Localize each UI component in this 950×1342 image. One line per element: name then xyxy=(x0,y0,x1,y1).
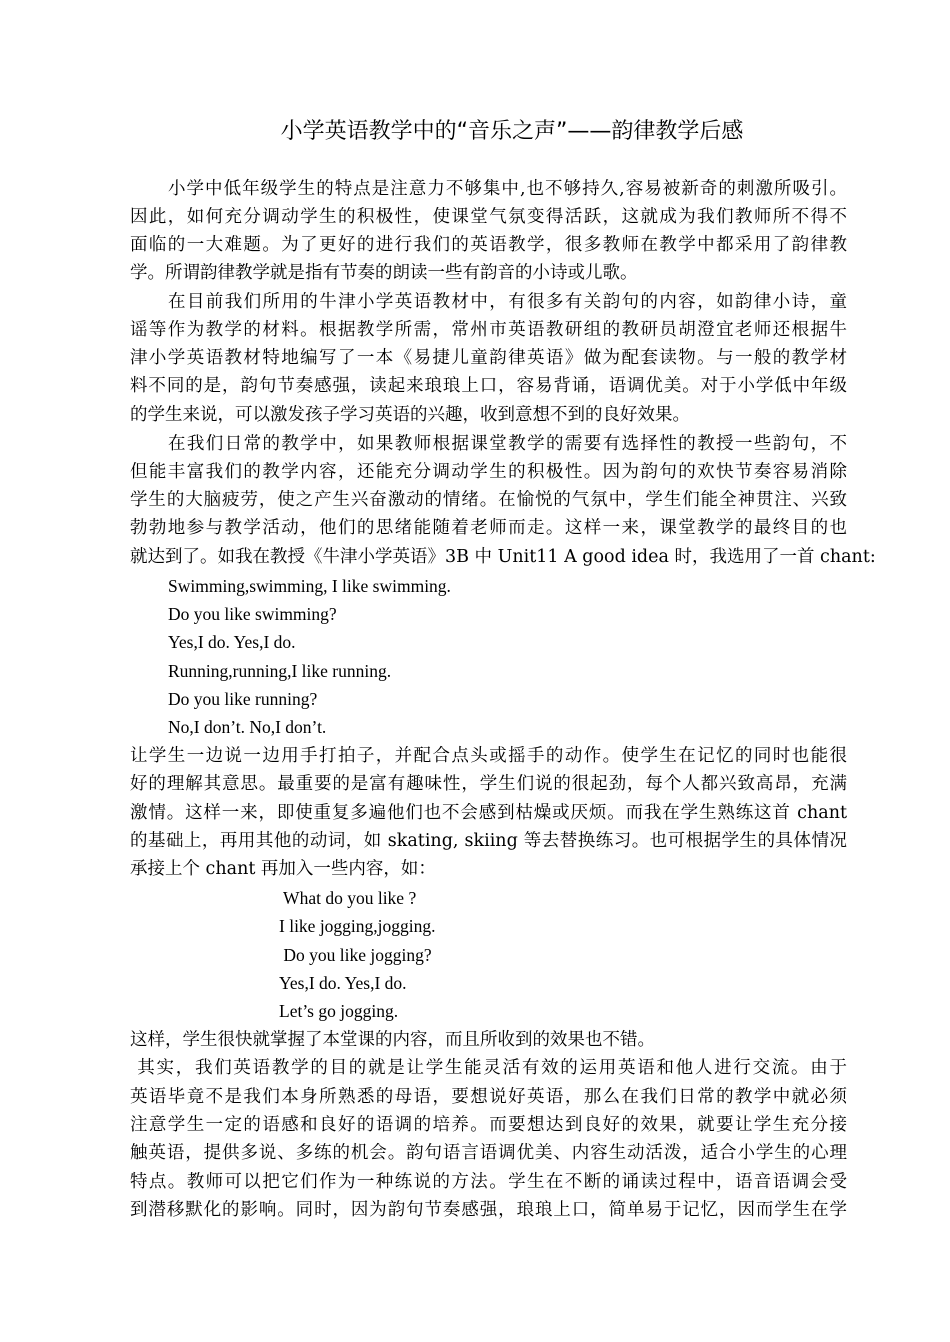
paragraph-line: 这样，学生很快就掌握了本堂课的内容，而且所收到的效果也不错。 xyxy=(130,1030,655,1050)
paragraph-line: 谣等作为教学的材料。根据教学所需，常州市英语教研组的教研员胡澄宜老师还根据牛 xyxy=(130,320,847,340)
paragraph-line: 让学生一边说一边用手打拍子，并配合点头或摇手的动作。使学生在记忆的同时也能很 xyxy=(130,746,847,766)
chant-line: I like jogging,jogging. xyxy=(279,916,436,936)
chant-line: Let’s go jogging. xyxy=(279,1001,399,1021)
paragraph-line: 在目前我们所用的牛津小学英语教材中，有很多有关韵句的内容，如韵律小诗，童 xyxy=(168,292,847,312)
chant-line: Running,running,I like running. xyxy=(168,661,392,681)
chant-line: What do you like ? xyxy=(279,888,417,908)
paragraph-line: 其实，我们英语教学的目的就是让学生能灵活有效的运用英语和他人进行交流。由于 xyxy=(130,1058,847,1078)
paragraph-line: 的基础上，再用其他的动词，如 skating, skiing 等去替换练习。也可根据学生的具体情况 xyxy=(130,831,847,851)
chant-line: Do you like running? xyxy=(168,689,318,709)
paragraph-line: 好的理解其意思。最重要的是富有趣味性，学生们说的很起劲，每个人都兴致高昂，充满 xyxy=(130,774,847,794)
article-title: 小学英语教学中的“音乐之声”——韵律教学后感 xyxy=(280,119,744,144)
paragraph-line: 的学生来说，可以激发孩子学习英语的兴趣，收到意想不到的良好效果。 xyxy=(130,405,690,425)
paragraph-line: 勃勃地参与教学活动，他们的思绪能随着老师而走。这样一来，课堂教学的最终目的也 xyxy=(130,518,847,538)
paragraph-line: 特点。教师可以把它们作为一种练说的方法。学生在不断的诵读过程中，语音语调会受 xyxy=(130,1172,847,1192)
paragraph-line: 津小学英语教材特地编写了一本《易捷儿童韵律英语》做为配套读物。与一般的教学材 xyxy=(130,348,847,368)
paragraph-line: 面临的一大难题。为了更好的进行我们的英语教学，很多教师在教学中都采用了韵律教 xyxy=(130,235,847,255)
chant-line: Do you like swimming? xyxy=(168,604,337,624)
paragraph-line: 在我们日常的教学中，如果教师根据课堂教学的需要有选择性的教授一些韵句，不 xyxy=(168,434,847,454)
paragraph-line: 但能丰富我们的教学内容，还能充分调动学生的积极性。因为韵句的欢快节奏容易消除 xyxy=(130,462,847,482)
paragraph-line: 注意学生一定的语感和良好的语调的培养。而要想达到良好的效果，就要让学生充分接 xyxy=(130,1115,847,1135)
paragraph-line: 英语毕竟不是我们本身所熟悉的母语，要想说好英语，那么在我们日常的教学中就必须 xyxy=(130,1087,847,1107)
paragraph-line: 激情。这样一来，即使重复多遍他们也不会感到枯燥或厌烦。而我在学生熟练这首 chant xyxy=(130,803,847,823)
paragraph-line: 学生的大脑疲劳，使之产生兴奋激动的情绪。在愉悦的气氛中，学生们能全神贯注、兴致 xyxy=(130,490,847,510)
paragraph-line: 就达到了。如我在教授《牛津小学英语》3B 中 Unit11 A good idea 时，我选用了一首 chant: xyxy=(130,547,876,567)
paragraph-line: 承接上个 chant 再加入一些内容，如： xyxy=(130,859,436,879)
paragraph-line: 料不同的是，韵句节奏感强，读起来琅琅上口，容易背诵，语调优美。对于小学低中年级 xyxy=(130,376,847,396)
paragraph-line: 触英语，提供多说、多练的机会。韵句语言语调优美、内容生动活泼，适合小学生的心理 xyxy=(130,1143,847,1163)
chant-line: Yes,I do. Yes,I do. xyxy=(279,973,407,993)
paragraph-line: 学。所谓韵律教学就是指有节奏的朗读一些有韵音的小诗或儿歌。 xyxy=(130,263,638,283)
chant-line: Do you like jogging? xyxy=(279,945,432,965)
paragraph-line: 到潜移默化的影响。同时，因为韵句节奏感强，琅琅上口，简单易于记忆，因而学生在学 xyxy=(130,1200,847,1220)
chant-line: Yes,I do. Yes,I do. xyxy=(168,632,296,652)
paragraph-line: 小学中低年级学生的特点是注意力不够集中,也不够持久,容易被新奇的刺激所吸引。 xyxy=(168,179,847,199)
paragraph-line: 因此，如何充分调动学生的积极性，使课堂气氛变得活跃，这就成为我们教师所不得不 xyxy=(130,207,847,227)
chant-line: Swimming,swimming, I like swimming. xyxy=(168,576,451,596)
chant-line: No,I don’t. No,I don’t. xyxy=(168,717,327,737)
